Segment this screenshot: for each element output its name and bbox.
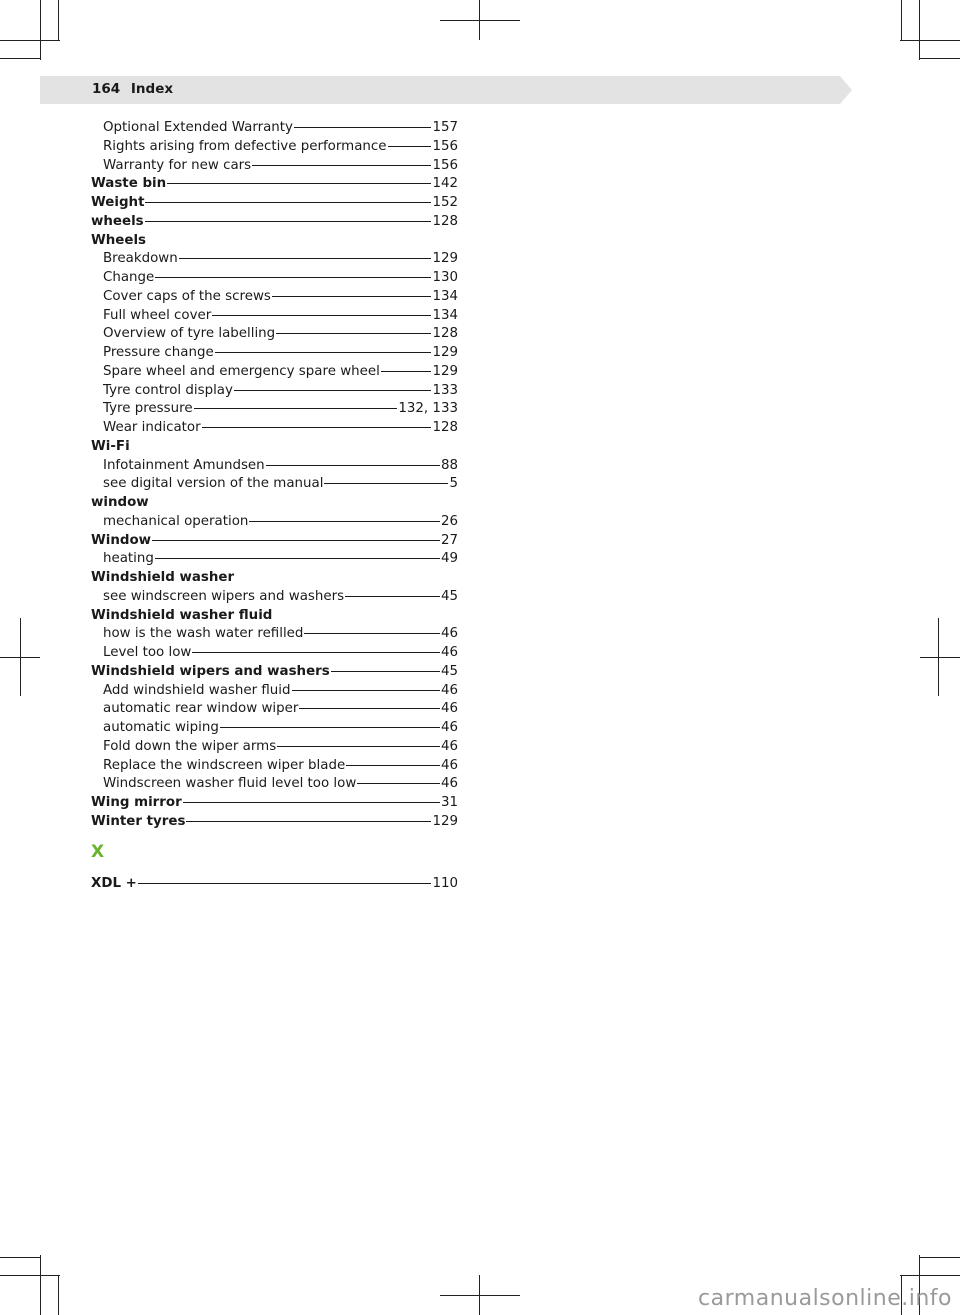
index-subentry <box>91 157 458 176</box>
index-page-ref[interactable]: 46 <box>440 720 458 735</box>
index-term: Wing mirror <box>91 795 182 810</box>
leader-line <box>138 883 432 884</box>
index-page-ref[interactable]: 128 <box>432 326 458 342</box>
index-term: Optional Extended Warranty <box>103 120 293 135</box>
index-subentry <box>91 550 458 569</box>
index-page-ref[interactable]: 152 <box>432 195 458 210</box>
index-term: Windscreen washer fluid level too low <box>103 776 357 792</box>
leader-line <box>277 746 440 747</box>
index-page-ref[interactable]: 46 <box>440 682 458 698</box>
index-page-ref[interactable]: 133 <box>432 382 458 398</box>
index-subentry <box>91 269 458 288</box>
index-subentry <box>91 250 458 269</box>
index-page-ref[interactable]: 46 <box>440 776 458 792</box>
leader-line <box>345 596 440 597</box>
index-page-ref[interactable]: 49 <box>440 551 458 567</box>
index-term: Windshield washer fluid <box>91 607 273 623</box>
index-term: see windscreen wipers and washers <box>103 588 345 604</box>
index-term: wheels <box>91 213 144 229</box>
index-entry <box>91 438 458 457</box>
index-page-ref[interactable]: 134 <box>432 307 458 323</box>
leader-line <box>381 371 432 372</box>
index-page-ref[interactable]: 134 <box>432 288 458 304</box>
leader-line <box>194 408 398 409</box>
index-page-ref[interactable]: 156 <box>432 138 458 154</box>
leader-line <box>266 465 440 466</box>
index-page-ref[interactable]: 129 <box>432 345 458 360</box>
index-entry <box>91 175 458 194</box>
leader-line <box>324 483 448 484</box>
index-term: Windshield wipers and washers <box>91 663 330 679</box>
index-term: Spare wheel and emergency spare wheel <box>103 363 380 379</box>
leader-line <box>179 258 432 259</box>
index-subentry <box>91 588 458 607</box>
index-entry <box>91 875 458 894</box>
leader-line <box>145 221 432 222</box>
index-subentry <box>91 325 458 344</box>
index-page-ref[interactable]: 31 <box>440 795 458 810</box>
index-entry <box>91 607 458 626</box>
index-subentry <box>91 475 458 494</box>
index-page-ref[interactable]: 26 <box>440 513 458 529</box>
leader-line <box>152 540 440 541</box>
leader-line <box>276 333 431 334</box>
index-term: Tyre pressure <box>103 401 193 417</box>
index-page-ref[interactable]: 46 <box>440 757 458 773</box>
index-entry <box>91 794 458 813</box>
index-page-ref[interactable]: 129 <box>432 363 458 379</box>
index-term: Cover caps of the screws <box>103 288 271 304</box>
index-term: Window <box>91 532 152 548</box>
index-subentry <box>91 682 458 701</box>
leader-line <box>186 821 431 822</box>
index-term: Wear indicator <box>103 420 201 435</box>
leader-line <box>215 352 432 353</box>
index-subentry <box>91 513 458 532</box>
leader-line <box>292 690 440 691</box>
index-subentry <box>91 419 458 438</box>
index-entry <box>91 213 458 232</box>
index-term: Pressure change <box>103 345 214 360</box>
index-subentry <box>91 382 458 401</box>
index-term: Wheels <box>91 232 147 248</box>
index-term: Winter tyres <box>91 813 186 829</box>
index-page-ref[interactable]: 5 <box>449 476 458 492</box>
leader-line <box>167 183 431 184</box>
index-term: Infotainment Amundsen <box>103 457 265 473</box>
index-list-x <box>91 875 458 894</box>
index-term: Rights arising from defective performance <box>103 138 387 154</box>
index-term: Full wheel cover <box>103 307 212 323</box>
index-term: XDL + <box>91 876 137 891</box>
index-term: Windshield washer <box>91 570 235 585</box>
leader-line <box>192 652 440 653</box>
index-subentry <box>91 119 458 138</box>
index-page-ref[interactable]: 129 <box>432 813 458 829</box>
index-subentry <box>91 400 458 419</box>
leader-line <box>357 783 440 784</box>
leader-line <box>252 165 431 166</box>
index-entry <box>91 663 458 682</box>
index-entry <box>91 813 458 832</box>
section-title: Index <box>130 81 174 97</box>
index-term: Fold down the wiper arms <box>103 738 277 754</box>
index-subentry <box>91 700 458 719</box>
index-page-ref[interactable]: 46 <box>440 645 458 660</box>
leader-line <box>155 277 431 278</box>
index-subentry <box>91 644 458 663</box>
leader-line <box>145 202 431 203</box>
index-entry <box>91 569 458 588</box>
index-term: Add windshield washer fluid <box>103 682 291 698</box>
index-subentry <box>91 344 458 363</box>
index-subentry <box>91 719 458 738</box>
leader-line <box>234 390 431 391</box>
index-subentry <box>91 363 458 382</box>
leader-line <box>249 521 440 522</box>
index-page-ref[interactable]: 142 <box>432 176 458 192</box>
index-page-ref[interactable]: 27 <box>440 532 458 548</box>
leader-line <box>183 802 440 803</box>
section-letter: X <box>91 842 105 862</box>
leader-line <box>299 708 440 709</box>
leader-line <box>331 671 440 672</box>
index-page-ref[interactable]: 130 <box>432 270 458 285</box>
leader-line <box>202 427 432 428</box>
leader-line <box>304 633 440 634</box>
index-term: mechanical operation <box>103 513 249 529</box>
leader-line <box>272 296 432 297</box>
index-page-ref[interactable]: 46 <box>440 738 458 754</box>
index-entry <box>91 194 458 213</box>
index-subentry <box>91 757 458 776</box>
index-page-ref[interactable]: 128 <box>432 420 458 435</box>
index-page-ref[interactable]: 88 <box>440 457 458 473</box>
index-term: Overview of tyre labelling <box>103 326 276 342</box>
index-term: Breakdown <box>103 251 178 267</box>
index-page-ref[interactable]: 129 <box>432 251 458 267</box>
index-term: Waste bin <box>91 176 167 192</box>
leader-line <box>388 146 432 147</box>
index-term: Change <box>103 270 155 285</box>
index-page-ref[interactable]: 157 <box>432 120 458 135</box>
index-term: how is the wash water refilled <box>103 626 304 642</box>
index-term: Wi-Fi <box>91 438 130 454</box>
index-term: Weight <box>91 195 145 210</box>
leader-line <box>155 558 440 559</box>
index-subentry <box>91 307 458 326</box>
index-term: window <box>91 495 149 510</box>
watermark-text: carmanualsonline.info <box>698 1286 952 1311</box>
index-term: Level too low <box>103 645 192 660</box>
index-list <box>91 119 458 832</box>
index-page-ref[interactable]: 45 <box>440 663 458 679</box>
index-page-ref[interactable]: 156 <box>432 157 458 173</box>
index-page-ref[interactable]: 132, 133 <box>398 401 458 417</box>
page-number: 164 <box>92 81 121 97</box>
index-subentry <box>91 775 458 794</box>
index-page-ref[interactable]: 45 <box>440 588 458 604</box>
leader-line <box>220 727 440 728</box>
index-term: automatic wiping <box>103 720 219 735</box>
index-term: heating <box>103 551 154 567</box>
index-subentry <box>91 738 458 757</box>
index-term: Warranty for new cars <box>103 157 252 173</box>
page-header <box>92 81 179 97</box>
index-page-ref[interactable]: 128 <box>432 213 458 229</box>
index-subentry <box>91 625 458 644</box>
index-term: see digital version of the manual <box>103 476 324 492</box>
leader-line <box>212 315 431 316</box>
leader-line <box>294 127 431 128</box>
index-term: Tyre control display <box>103 382 233 398</box>
index-term: automatic rear window wiper <box>103 701 299 717</box>
index-subentry <box>91 288 458 307</box>
index-subentry <box>91 457 458 476</box>
index-entry <box>91 232 458 251</box>
index-page-ref[interactable]: 46 <box>440 626 458 642</box>
index-page-ref[interactable]: 110 <box>432 876 458 891</box>
leader-line <box>346 765 440 766</box>
index-entry <box>91 494 458 513</box>
index-entry <box>91 532 458 551</box>
index-subentry <box>91 138 458 157</box>
index-term: Replace the windscreen wiper blade <box>103 757 346 773</box>
header-arrow-shape <box>840 76 852 104</box>
index-page-ref[interactable]: 46 <box>440 701 458 717</box>
